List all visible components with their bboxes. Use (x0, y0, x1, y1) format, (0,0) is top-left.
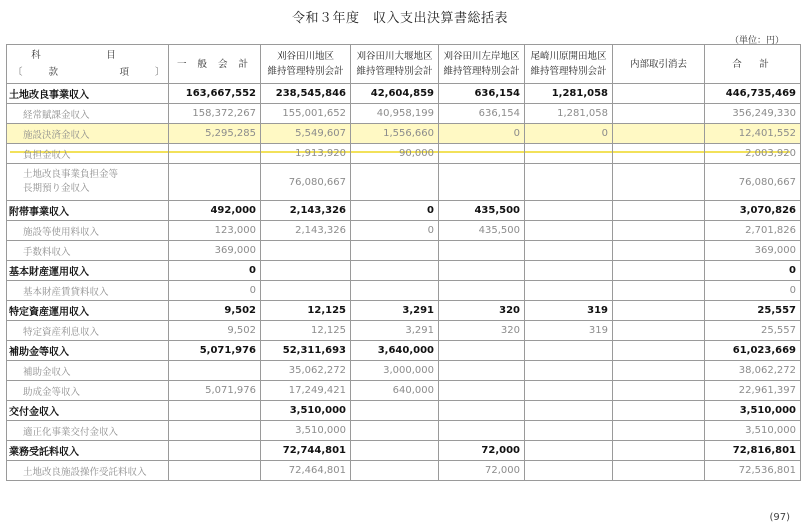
header-total: 合 計 (705, 45, 801, 84)
category-label: 土地改良事業収入 (7, 84, 169, 104)
item-label: 基本財産賃貸料収入 (7, 281, 169, 301)
amount-cell: 0 (705, 281, 801, 301)
amount-cell: 40,958,199 (351, 104, 439, 124)
item-label: 土地改良事業負担金等 長期預り金収入 (7, 164, 169, 201)
category-row (7, 261, 801, 281)
amount-cell (525, 361, 613, 381)
header-kariyata-weir: 刈谷田川大堰地区 維持管理特別会計 (351, 45, 439, 84)
amount-cell: 90,000 (351, 144, 439, 164)
header-ozaki-kawahara: 尾崎川原開田地区 維持管理特別会計 (525, 45, 613, 84)
amount-cell: 76,080,667 (261, 164, 351, 201)
category-row (7, 401, 801, 421)
amount-cell (525, 381, 613, 401)
amount-cell: 42,604,859 (351, 84, 439, 104)
amount-cell (525, 281, 613, 301)
amount-cell: 155,001,652 (261, 104, 351, 124)
category-row (7, 441, 801, 461)
amount-cell: 3,510,000 (705, 401, 801, 421)
category-label: 基本財産運用収入 (7, 261, 169, 281)
amount-cell: 0 (169, 261, 261, 281)
amount-cell (613, 221, 705, 241)
amount-cell (261, 261, 351, 281)
amount-cell: 72,464,801 (261, 461, 351, 481)
amount-cell (351, 164, 439, 201)
amount-cell (613, 361, 705, 381)
amount-cell (351, 441, 439, 461)
amount-cell: 35,062,272 (261, 361, 351, 381)
amount-cell: 9,502 (169, 301, 261, 321)
amount-cell: 1,556,660 (351, 124, 439, 144)
amount-cell: 5,295,285 (169, 124, 261, 144)
header-general-account: 一 般 会 計 (169, 45, 261, 84)
amount-cell: 0 (525, 124, 613, 144)
amount-cell (613, 241, 705, 261)
amount-cell: 2,143,326 (261, 221, 351, 241)
document-title: 令和３年度 収入支出決算書総括表 (291, 11, 508, 26)
amount-cell: 158,372,267 (169, 104, 261, 124)
item-row (7, 461, 801, 481)
amount-cell (169, 441, 261, 461)
amount-cell (439, 361, 525, 381)
category-row (7, 84, 801, 104)
amount-cell (613, 144, 705, 164)
amount-cell: 0 (351, 221, 439, 241)
summary-table (6, 44, 801, 481)
amount-cell: 22,961,397 (705, 381, 801, 401)
amount-cell: 2,143,326 (261, 201, 351, 221)
amount-cell (439, 341, 525, 361)
amount-cell (439, 261, 525, 281)
amount-cell: 435,500 (439, 221, 525, 241)
amount-cell (169, 361, 261, 381)
amount-cell: 320 (439, 321, 525, 341)
amount-cell: 72,000 (439, 461, 525, 481)
amount-cell: 636,154 (439, 104, 525, 124)
amount-cell: 238,545,846 (261, 84, 351, 104)
category-row (7, 341, 801, 361)
item-label: 施設決済金収入 (7, 124, 169, 144)
amount-cell (169, 421, 261, 441)
header-row (7, 45, 801, 84)
amount-cell (439, 144, 525, 164)
header-item: 科 目 〔款 項〕 (7, 45, 169, 84)
amount-cell: 3,291 (351, 321, 439, 341)
amount-cell (351, 461, 439, 481)
amount-cell (525, 441, 613, 461)
amount-cell: 72,816,801 (705, 441, 801, 461)
page-number: (97) (769, 512, 790, 523)
item-row (7, 241, 801, 261)
amount-cell: 369,000 (169, 241, 261, 261)
amount-cell: 5,071,976 (169, 341, 261, 361)
item-label: 経常賦課金収入 (7, 104, 169, 124)
item-row (7, 164, 801, 201)
amount-cell: 2,003,920 (705, 144, 801, 164)
header-kariyata-area: 刈谷田川地区 維持管理特別会計 (261, 45, 351, 84)
amount-cell (613, 301, 705, 321)
amount-cell: 52,311,693 (261, 341, 351, 361)
item-row (7, 321, 801, 341)
amount-cell (613, 201, 705, 221)
amount-cell: 3,000,000 (351, 361, 439, 381)
item-label: 特定資産利息収入 (7, 321, 169, 341)
amount-cell: 1,281,058 (525, 84, 613, 104)
amount-cell (439, 401, 525, 421)
amount-cell: 3,510,000 (261, 421, 351, 441)
amount-cell (613, 441, 705, 461)
amount-cell (439, 241, 525, 261)
amount-cell (525, 261, 613, 281)
amount-cell (613, 104, 705, 124)
amount-cell: 76,080,667 (705, 164, 801, 201)
amount-cell: 12,125 (261, 321, 351, 341)
amount-cell (525, 341, 613, 361)
item-row (7, 421, 801, 441)
amount-cell (613, 164, 705, 201)
item-row (7, 104, 801, 124)
item-row (7, 381, 801, 401)
unit-note: （単位：円） (729, 36, 784, 46)
amount-cell: 3,070,826 (705, 201, 801, 221)
item-label: 土地改良施設操作受託料収入 (7, 461, 169, 481)
amount-cell (169, 401, 261, 421)
amount-cell: 636,154 (439, 84, 525, 104)
amount-cell (613, 321, 705, 341)
amount-cell (439, 164, 525, 201)
amount-cell (525, 461, 613, 481)
amount-cell: 5,071,976 (169, 381, 261, 401)
amount-cell (351, 261, 439, 281)
amount-cell: 5,549,607 (261, 124, 351, 144)
amount-cell (261, 241, 351, 261)
amount-cell: 38,062,272 (705, 361, 801, 381)
amount-cell: 3,291 (351, 301, 439, 321)
amount-cell (525, 164, 613, 201)
amount-cell (525, 144, 613, 164)
amount-cell (613, 381, 705, 401)
amount-cell (613, 341, 705, 361)
category-label: 特定資産運用収入 (7, 301, 169, 321)
category-row (7, 201, 801, 221)
item-row (7, 124, 801, 144)
item-row (7, 281, 801, 301)
amount-cell: 319 (525, 301, 613, 321)
amount-cell (351, 401, 439, 421)
item-row (7, 361, 801, 381)
amount-cell: 123,000 (169, 221, 261, 241)
amount-cell: 25,557 (705, 321, 801, 341)
amount-cell: 72,536,801 (705, 461, 801, 481)
amount-cell: 356,249,330 (705, 104, 801, 124)
amount-cell (613, 261, 705, 281)
amount-cell (169, 461, 261, 481)
item-label: 手数料収入 (7, 241, 169, 261)
amount-cell (525, 241, 613, 261)
amount-cell: 2,701,826 (705, 221, 801, 241)
amount-cell (439, 381, 525, 401)
amount-cell: 17,249,421 (261, 381, 351, 401)
amount-cell: 0 (351, 201, 439, 221)
amount-cell: 435,500 (439, 201, 525, 221)
amount-cell: 1,281,058 (525, 104, 613, 124)
amount-cell: 0 (439, 124, 525, 144)
amount-cell: 72,000 (439, 441, 525, 461)
amount-cell: 492,000 (169, 201, 261, 221)
amount-cell: 12,401,552 (705, 124, 801, 144)
category-row (7, 301, 801, 321)
item-row (7, 144, 801, 164)
amount-cell: 25,557 (705, 301, 801, 321)
amount-cell: 446,735,469 (705, 84, 801, 104)
amount-cell: 12,125 (261, 301, 351, 321)
amount-cell: 1,913,920 (261, 144, 351, 164)
amount-cell: 0 (169, 281, 261, 301)
amount-cell (613, 124, 705, 144)
amount-cell (261, 281, 351, 301)
amount-cell: 640,000 (351, 381, 439, 401)
header-kariyata-left-bank: 刈谷田川左岸地区 維持管理特別会計 (439, 45, 525, 84)
amount-cell (525, 221, 613, 241)
category-label: 交付金収入 (7, 401, 169, 421)
amount-cell: 320 (439, 301, 525, 321)
header-internal-elimination: 内部取引消去 (613, 45, 705, 84)
amount-cell (613, 461, 705, 481)
item-label: 助成金等収入 (7, 381, 169, 401)
amount-cell (525, 201, 613, 221)
item-label: 適正化事業交付金収入 (7, 421, 169, 441)
item-label: 施設等使用料収入 (7, 221, 169, 241)
amount-cell (351, 241, 439, 261)
category-label: 業務受託料収入 (7, 441, 169, 461)
amount-cell (351, 281, 439, 301)
amount-cell (525, 401, 613, 421)
amount-cell (613, 84, 705, 104)
amount-cell (613, 401, 705, 421)
amount-cell: 3,510,000 (261, 401, 351, 421)
amount-cell: 369,000 (705, 241, 801, 261)
amount-cell: 61,023,669 (705, 341, 801, 361)
amount-cell (613, 281, 705, 301)
amount-cell: 72,744,801 (261, 441, 351, 461)
amount-cell (351, 421, 439, 441)
category-label: 補助金等収入 (7, 341, 169, 361)
amount-cell (169, 144, 261, 164)
amount-cell: 3,510,000 (705, 421, 801, 441)
amount-cell (439, 281, 525, 301)
amount-cell (525, 421, 613, 441)
amount-cell: 3,640,000 (351, 341, 439, 361)
amount-cell (613, 421, 705, 441)
amount-cell: 0 (705, 261, 801, 281)
item-label: 負担金収入 (7, 144, 169, 164)
item-label: 補助金収入 (7, 361, 169, 381)
item-row (7, 221, 801, 241)
amount-cell (439, 421, 525, 441)
category-label: 附帯事業収入 (7, 201, 169, 221)
amount-cell (169, 164, 261, 201)
amount-cell: 9,502 (169, 321, 261, 341)
amount-cell: 319 (525, 321, 613, 341)
amount-cell: 163,667,552 (169, 84, 261, 104)
